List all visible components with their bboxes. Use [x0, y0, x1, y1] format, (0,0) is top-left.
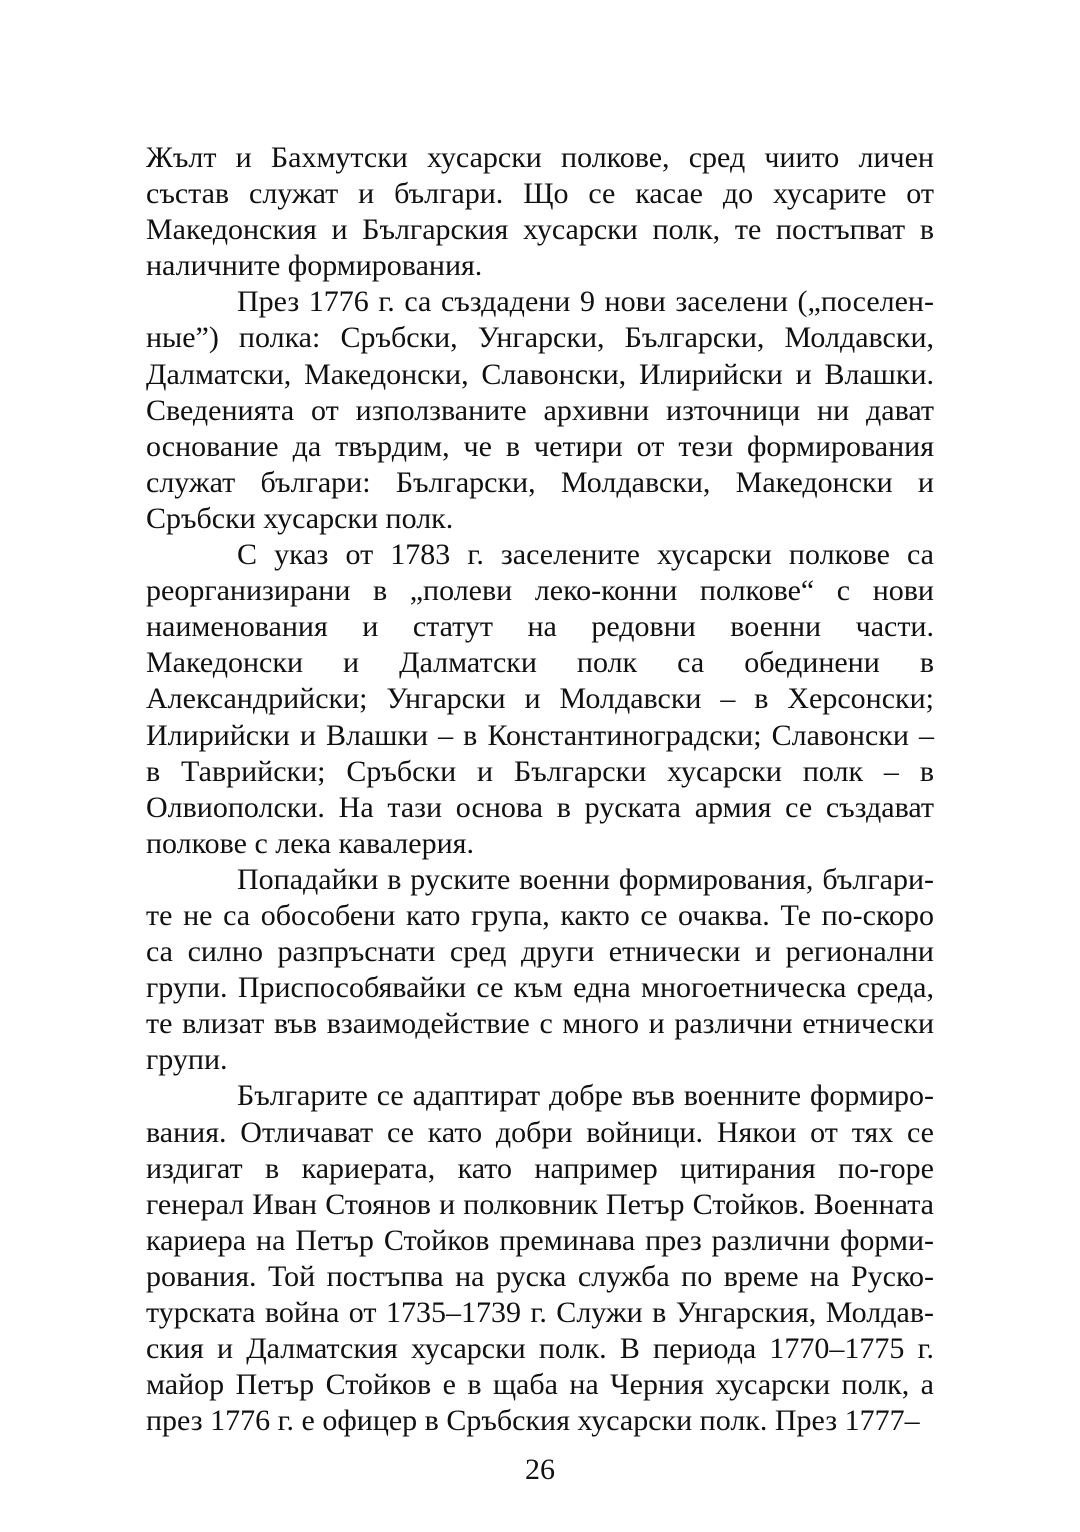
paragraph-2: През 1776 г. са създадени 9 нови заселени („поселенные”) полка: Сръбски, Унгарски, Български, Молдавски, Далматски, Македонски, Славонски, Илирийски и Влашки. Сведенията от използваните архивни източници ни дават основание да твърдим, че в четири от тези формирования служат българи: Български, Молдавски, Македонски и Сръбски хусарски полк. [146, 285, 934, 535]
paragraph-5: Българите се адаптират добре във военните формирования. Отличават се като добри войници. Някои от тях се издигат в кариерата, като например цитирания по-горе генерал Иван Стоянов и полковник Петър Стойков. Военната кариера на Петър Стойков преминава през различни формирования. Той постъпва на руска служба по време на Руско-турската война от 1735–1739 г. Служи в Унгарския, Молдавския и Далматския хусарски полк. В периода 1770–1775 г. майор Петър Стойков е в щаба на Черния хусарски полк, а през 1776 г. е офицер в Сръбския хусарски полк. През 1777– [146, 1079, 934, 1438]
paragraph-4: Попадайки в руските военни формирования, българите не са обособени като група, както се очаква. Те по-скоро са силно разпръснати сред други етнически и регионални групи. Приспособявайки се към една многоетническа среда, те влизат във взаимодействие с много и различни етнически групи. [146, 862, 934, 1077]
paragraph-1: Жълт и Бахмутски хусарски полкове, сред чиито личен състав служат и българи. Що се касае до хусарите от Македонския и Българския хусарски полк, те постъпват в наличните формирования. [146, 141, 934, 283]
paragraph-3: С указ от 1783 г. заселените хусарски полкове са реорганизирани в „полеви леко-конни полкове“ с нови наименования и статут на редовни военни части. Македонски и Далматски полк са обединени в Александрийски; Унгарски и Молдавски – в Херсонски; Илирийски и Влашки – в Константиноградски; Славонски – в Таврийски; Сръбски и Български хусарски полк – в Олвиополски. На тази основа в руската армия се създават полкове с лека кавалерия. [146, 538, 934, 860]
page-number: 26 [525, 1453, 555, 1486]
body-text [146, 140, 934, 1439]
